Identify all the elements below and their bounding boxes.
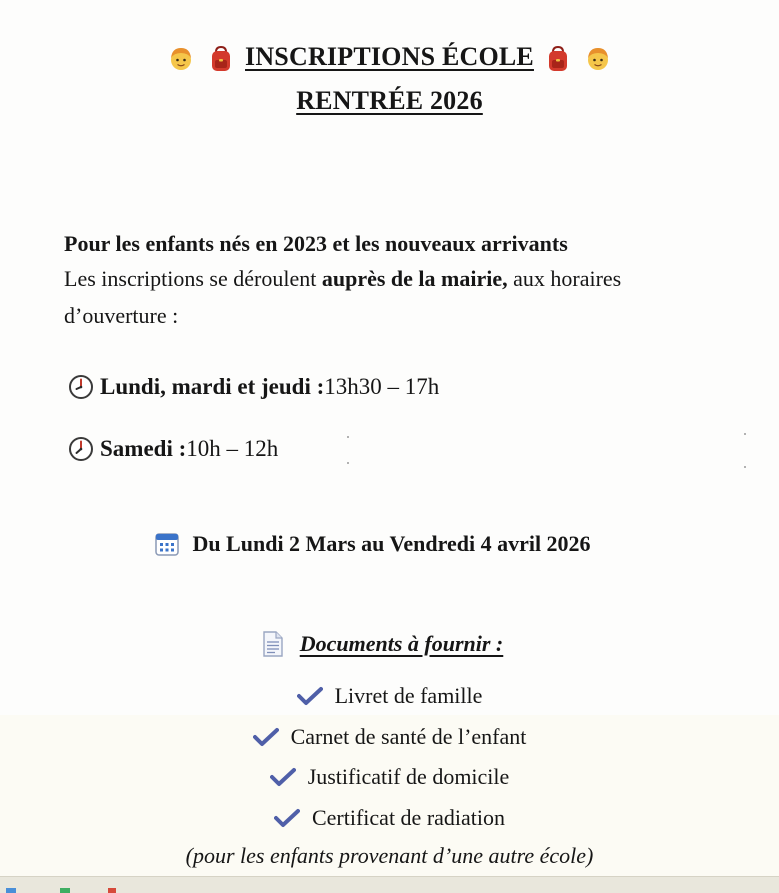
scan-speck [744, 433, 746, 435]
child-face-icon [168, 45, 194, 73]
document-item [0, 805, 779, 831]
backpack-icon [208, 45, 234, 73]
bottom-edge-strip [0, 876, 779, 893]
check-mark-icon [274, 808, 300, 828]
check-mark-icon [297, 686, 323, 706]
intro-heading: Pour les enfants nés en 2023 et les nouveaux arrivants [64, 231, 568, 256]
intro-line-2: d’ouverture : [64, 303, 179, 328]
strip-mark [6, 888, 16, 893]
document-item [0, 764, 779, 790]
document-label: Carnet de santé de l’enfant [290, 724, 527, 749]
document-icon [262, 630, 284, 658]
backpack-icon [545, 45, 571, 73]
documents-heading [0, 630, 779, 658]
period-text: Du Lundi 2 Mars au Vendredi 4 avril 2026 [192, 531, 591, 556]
document-item [0, 724, 779, 750]
document-label: Certificat de radiation [311, 805, 506, 830]
child-face-icon [585, 45, 611, 73]
scan-speck [744, 466, 746, 468]
scan-speck [347, 436, 349, 438]
schedule-row [68, 436, 278, 462]
calendar-icon [154, 531, 180, 557]
clock-icon [68, 374, 94, 400]
documents-title: Documents à fournir : [299, 631, 504, 656]
document-label: Justificatif de domicile [307, 764, 510, 789]
registration-period [0, 531, 779, 557]
strip-mark [60, 888, 70, 893]
title-line-1: INSCRIPTIONS ÉCOLE [245, 42, 534, 71]
clock-icon [68, 436, 94, 462]
page-subtitle [0, 86, 779, 116]
document-label: Livret de famille [334, 683, 483, 708]
document-item [0, 683, 779, 709]
schedule-days: Lundi, mardi et jeudi : [100, 374, 325, 399]
intro-text: Les inscriptions se déroulent [64, 266, 322, 291]
check-mark-icon [270, 767, 296, 787]
page-title [0, 42, 779, 73]
schedule-days: Samedi : [100, 436, 187, 461]
documents-note: (pour les enfants provenant d’une autre école) [185, 843, 594, 868]
schedule-hours: 10h – 12h [186, 436, 279, 461]
intro-location: auprès de la mairie, [321, 266, 508, 291]
intro-line-1 [64, 266, 621, 292]
schedule-row [68, 374, 439, 400]
strip-mark [108, 888, 116, 893]
intro-text-end: aux horaires [507, 266, 622, 291]
check-mark-icon [253, 727, 279, 747]
schedule-hours: 13h30 – 17h [324, 374, 440, 399]
title-line-2: RENTRÉE 2026 [296, 86, 483, 115]
scan-speck [347, 462, 349, 464]
